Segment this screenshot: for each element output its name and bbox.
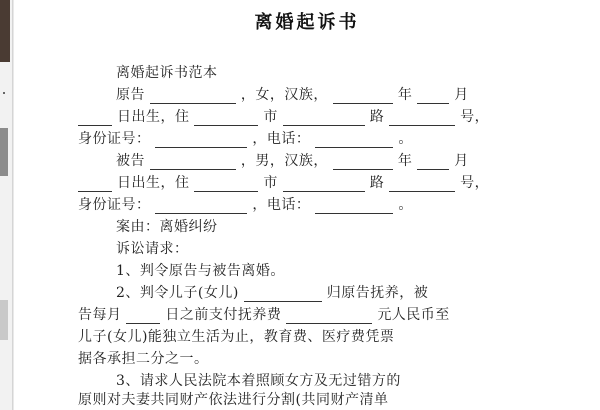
text-segment: 。 bbox=[398, 131, 413, 147]
blank-field[interactable] bbox=[150, 155, 236, 170]
text-segment: 日出生，住 bbox=[116, 109, 190, 125]
text-segment: 身份证号： bbox=[78, 197, 151, 213]
blank-field[interactable] bbox=[283, 111, 365, 126]
blank-field[interactable] bbox=[389, 111, 455, 126]
blank-field[interactable] bbox=[315, 133, 393, 148]
blank-field[interactable] bbox=[417, 155, 449, 170]
claim-3-line-2: 原则对夫妻共同财产依法进行分割(共同财产清单 bbox=[78, 392, 389, 408]
blank-field[interactable] bbox=[333, 155, 393, 170]
thumbnail-strip bbox=[0, 0, 13, 410]
text-segment: 年 bbox=[397, 87, 413, 103]
text-segment: 月 bbox=[454, 153, 469, 169]
document-title: 离婚起诉书 bbox=[254, 12, 360, 33]
claim-2-line-1 bbox=[116, 282, 428, 302]
text-segment: 号， bbox=[460, 109, 490, 125]
claim-3-line-1: 3、请求人民法院本着照顾女方及无过错方的 bbox=[116, 373, 401, 389]
text-segment: 号， bbox=[460, 175, 490, 191]
blank-field[interactable] bbox=[78, 111, 112, 126]
text-segment: 日出生，住 bbox=[116, 175, 190, 191]
blank-field[interactable] bbox=[389, 177, 455, 192]
text-segment: ，女，汉族， bbox=[240, 87, 328, 103]
text-segment: 2、判令儿子(女儿) bbox=[116, 285, 239, 301]
blank-field[interactable] bbox=[286, 309, 372, 324]
blank-field[interactable] bbox=[150, 89, 236, 104]
document-subtitle: 离婚起诉书范本 bbox=[116, 65, 218, 81]
text-segment: 。 bbox=[398, 197, 413, 213]
thumbnail-image[interactable] bbox=[0, 0, 10, 62]
text-segment: 市 bbox=[263, 109, 278, 125]
text-segment: 元人民币至 bbox=[377, 307, 450, 323]
text-segment: 路 bbox=[369, 109, 385, 125]
text-segment: 被告 bbox=[116, 153, 145, 169]
text-segment: ，男，汉族， bbox=[240, 153, 328, 169]
plaintiff-line-1 bbox=[116, 84, 469, 104]
blank-field[interactable] bbox=[315, 199, 393, 214]
text-segment: 市 bbox=[263, 175, 278, 191]
claims-title: 诉讼请求： bbox=[116, 241, 189, 257]
text-segment: ，电话： bbox=[252, 197, 311, 213]
marker-dot bbox=[3, 92, 5, 94]
blank-field[interactable] bbox=[78, 177, 112, 192]
defendant-line-1 bbox=[116, 150, 469, 170]
plaintiff-line-3 bbox=[78, 128, 413, 148]
text-segment: ，电话： bbox=[252, 131, 311, 147]
text-segment: 路 bbox=[369, 175, 385, 191]
text-segment: 告每月 bbox=[78, 307, 122, 323]
text-segment: 归原告抚养，被 bbox=[326, 285, 429, 301]
text-segment: 月 bbox=[454, 87, 469, 103]
blank-field[interactable] bbox=[155, 199, 247, 214]
blank-field[interactable] bbox=[244, 287, 322, 302]
claim-2-line-2 bbox=[78, 304, 450, 324]
text-segment: 日之前支付抚养费 bbox=[165, 307, 282, 323]
blank-field[interactable] bbox=[333, 89, 393, 104]
blank-field[interactable] bbox=[126, 309, 160, 324]
defendant-line-2 bbox=[78, 172, 489, 192]
blank-field[interactable] bbox=[194, 111, 258, 126]
text-segment: 原告 bbox=[116, 87, 145, 103]
text-segment: 身份证号： bbox=[78, 131, 151, 147]
blank-field[interactable] bbox=[417, 89, 449, 104]
defendant-line-3 bbox=[78, 194, 413, 214]
blank-field[interactable] bbox=[194, 177, 258, 192]
text-segment: 年 bbox=[397, 153, 413, 169]
thumbnail-image[interactable] bbox=[0, 300, 8, 340]
claim-1: 1、判令原告与被告离婚。 bbox=[116, 263, 285, 279]
claim-2-line-4: 据各承担二分之一。 bbox=[78, 351, 209, 367]
document-page bbox=[14, 0, 600, 410]
blank-field[interactable] bbox=[155, 133, 247, 148]
blank-field[interactable] bbox=[283, 177, 365, 192]
claim-2-line-3: 儿子(女儿)能独立生活为止，教育费、医疗费凭票 bbox=[78, 329, 395, 345]
thumbnail-image[interactable] bbox=[0, 128, 8, 176]
case-cause: 案由：离婚纠纷 bbox=[116, 219, 218, 235]
plaintiff-line-2 bbox=[78, 106, 489, 126]
